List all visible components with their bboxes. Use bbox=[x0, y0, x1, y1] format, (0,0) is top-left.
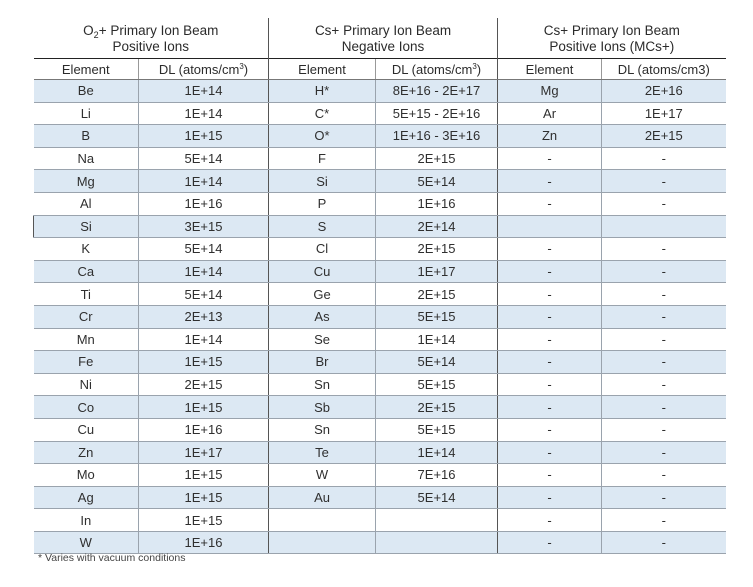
cell-element-cs-pos: - bbox=[498, 418, 602, 441]
cell-element-cs-pos: - bbox=[498, 192, 602, 215]
table-row bbox=[34, 238, 726, 261]
cell-element-o2: B bbox=[34, 125, 139, 148]
cell-dl-cs-neg: 1E+16 - 3E+16 bbox=[376, 125, 498, 148]
cell-element-cs-neg: As bbox=[269, 305, 376, 328]
cell-element-cs-pos: - bbox=[498, 351, 602, 374]
cell-element-o2: Be bbox=[34, 80, 139, 103]
cell-element-o2: Mg bbox=[34, 170, 139, 193]
cell-element-cs-pos: - bbox=[498, 147, 602, 170]
cell-dl-o2: 1E+16 bbox=[139, 418, 269, 441]
col-header-element-2: Element bbox=[269, 59, 376, 80]
table-row bbox=[34, 147, 726, 170]
cell-dl-cs-neg: 5E+15 bbox=[376, 305, 498, 328]
group2-title: Cs+ Primary Ion Beam bbox=[314, 23, 452, 38]
cell-dl-cs-pos: - bbox=[602, 351, 726, 374]
cell-dl-cs-pos bbox=[602, 215, 726, 238]
group-header-row bbox=[34, 18, 726, 59]
cell-element-o2: Cr bbox=[34, 305, 139, 328]
cell-element-o2: Cu bbox=[34, 418, 139, 441]
table-row bbox=[34, 80, 726, 103]
cell-dl-cs-neg: 5E+14 bbox=[376, 351, 498, 374]
cell-element-cs-pos: - bbox=[498, 441, 602, 464]
cell-element-cs-neg: Se bbox=[269, 328, 376, 351]
cell-dl-o2: 5E+14 bbox=[139, 283, 269, 306]
cell-element-cs-neg: S bbox=[269, 215, 376, 238]
cell-dl-cs-neg: 2E+15 bbox=[376, 147, 498, 170]
cell-dl-cs-pos: - bbox=[602, 283, 726, 306]
cell-element-cs-neg: Sn bbox=[269, 373, 376, 396]
cell-dl-cs-pos: - bbox=[602, 396, 726, 419]
cell-element-cs-pos: Mg bbox=[498, 80, 602, 103]
cell-dl-o2: 1E+15 bbox=[139, 464, 269, 487]
table-row bbox=[34, 215, 726, 238]
cell-element-cs-pos: - bbox=[498, 170, 602, 193]
column-header-row bbox=[34, 59, 726, 80]
col-header-dl-3: DL (atoms/cm3) bbox=[602, 59, 726, 80]
table-row bbox=[34, 102, 726, 125]
cell-dl-o2: 1E+14 bbox=[139, 80, 269, 103]
cell-dl-cs-neg: 5E+14 bbox=[376, 170, 498, 193]
cell-element-cs-pos: - bbox=[498, 373, 602, 396]
cell-element-cs-pos: - bbox=[498, 531, 602, 554]
table-row bbox=[34, 486, 726, 509]
cell-element-o2: Si bbox=[34, 215, 139, 238]
cell-dl-cs-neg: 1E+17 bbox=[376, 260, 498, 283]
cell-element-cs-neg: Sn bbox=[269, 418, 376, 441]
cell-dl-cs-neg bbox=[376, 531, 498, 554]
table-row bbox=[34, 418, 726, 441]
table-body bbox=[34, 80, 726, 554]
cell-dl-o2: 1E+15 bbox=[139, 486, 269, 509]
group-header-o2-positive bbox=[34, 18, 269, 59]
cell-element-cs-pos: - bbox=[498, 283, 602, 306]
cell-dl-o2: 1E+15 bbox=[139, 351, 269, 374]
cell-dl-cs-neg: 1E+14 bbox=[376, 441, 498, 464]
cell-dl-o2: 5E+14 bbox=[139, 147, 269, 170]
cell-element-cs-neg: Cu bbox=[269, 260, 376, 283]
cell-element-cs-neg: C* bbox=[269, 102, 376, 125]
cell-element-o2: Mn bbox=[34, 328, 139, 351]
cell-element-o2: Ca bbox=[34, 260, 139, 283]
cell-dl-o2: 1E+14 bbox=[139, 260, 269, 283]
table-row bbox=[34, 396, 726, 419]
cell-dl-cs-neg: 2E+15 bbox=[376, 396, 498, 419]
cell-dl-o2: 1E+15 bbox=[139, 396, 269, 419]
group2-subtitle: Negative Ions bbox=[341, 39, 425, 54]
cell-dl-cs-pos: - bbox=[602, 418, 726, 441]
cell-element-cs-pos: - bbox=[498, 305, 602, 328]
cell-dl-cs-neg: 1E+14 bbox=[376, 328, 498, 351]
cell-element-cs-neg: W bbox=[269, 464, 376, 487]
cell-element-o2: W bbox=[34, 531, 139, 554]
group3-subtitle: Positive Ions (MCs+) bbox=[549, 39, 675, 54]
cell-element-cs-pos: Zn bbox=[498, 125, 602, 148]
cell-dl-cs-pos: 1E+17 bbox=[602, 102, 726, 125]
cell-element-cs-pos: - bbox=[498, 260, 602, 283]
cell-dl-cs-neg: 2E+14 bbox=[376, 215, 498, 238]
cell-element-cs-neg: O* bbox=[269, 125, 376, 148]
cell-dl-cs-pos: - bbox=[602, 192, 726, 215]
cell-element-cs-neg: H* bbox=[269, 80, 376, 103]
cell-dl-cs-pos: - bbox=[602, 464, 726, 487]
cell-dl-cs-neg: 5E+15 - 2E+16 bbox=[376, 102, 498, 125]
group-header-cs-negative bbox=[269, 18, 498, 59]
cell-dl-cs-neg: 8E+16 - 2E+17 bbox=[376, 80, 498, 103]
group-header-cs-positive-mcs bbox=[498, 18, 726, 59]
col-header-element-3: Element bbox=[498, 59, 602, 80]
cell-element-cs-neg bbox=[269, 509, 376, 532]
cell-element-cs-neg: F bbox=[269, 147, 376, 170]
cell-dl-o2: 1E+14 bbox=[139, 102, 269, 125]
cell-dl-o2: 1E+17 bbox=[139, 441, 269, 464]
cell-dl-cs-pos: - bbox=[602, 509, 726, 532]
cell-dl-o2: 5E+14 bbox=[139, 238, 269, 261]
cell-dl-cs-pos: - bbox=[602, 531, 726, 554]
cell-element-cs-neg: Si bbox=[269, 170, 376, 193]
cell-element-o2: K bbox=[34, 238, 139, 261]
cell-element-cs-pos: Ar bbox=[498, 102, 602, 125]
cell-dl-cs-neg: 2E+15 bbox=[376, 283, 498, 306]
table-row bbox=[34, 509, 726, 532]
cell-element-o2: Ni bbox=[34, 373, 139, 396]
cell-element-cs-pos: - bbox=[498, 486, 602, 509]
cell-element-o2: Li bbox=[34, 102, 139, 125]
table-row bbox=[34, 531, 726, 554]
cell-element-cs-pos: - bbox=[498, 464, 602, 487]
cell-element-o2: Co bbox=[34, 396, 139, 419]
cell-dl-cs-neg: 7E+16 bbox=[376, 464, 498, 487]
table-row bbox=[34, 328, 726, 351]
cell-dl-cs-neg: 5E+15 bbox=[376, 373, 498, 396]
cell-dl-cs-pos: - bbox=[602, 238, 726, 261]
cell-element-o2: Fe bbox=[34, 351, 139, 374]
group1-title: $O_2+$ Primary Ion Beam bbox=[83, 23, 219, 40]
cell-element-cs-neg: P bbox=[269, 192, 376, 215]
cell-element-cs-pos bbox=[498, 215, 602, 238]
cell-dl-cs-pos: 2E+16 bbox=[602, 80, 726, 103]
cell-element-cs-neg: Cl bbox=[269, 238, 376, 261]
cell-element-cs-neg bbox=[269, 531, 376, 554]
cell-dl-cs-pos: - bbox=[602, 328, 726, 351]
cell-dl-o2: 2E+15 bbox=[139, 373, 269, 396]
cell-dl-cs-pos: - bbox=[602, 486, 726, 509]
table-row bbox=[34, 351, 726, 374]
cell-dl-cs-pos: - bbox=[602, 170, 726, 193]
cell-element-o2: Zn bbox=[34, 441, 139, 464]
cell-dl-cs-pos: - bbox=[602, 147, 726, 170]
cell-element-cs-neg: Te bbox=[269, 441, 376, 464]
cell-dl-o2: 3E+15 bbox=[139, 215, 269, 238]
cell-element-cs-neg: Au bbox=[269, 486, 376, 509]
footnote: * Varies with vacuum conditions bbox=[38, 552, 186, 564]
cell-dl-cs-neg: 5E+14 bbox=[376, 486, 498, 509]
cell-element-cs-pos: - bbox=[498, 238, 602, 261]
cell-dl-cs-neg: 2E+15 bbox=[376, 238, 498, 261]
cell-dl-o2: 1E+16 bbox=[139, 192, 269, 215]
cell-element-cs-pos: - bbox=[498, 509, 602, 532]
table-row bbox=[34, 125, 726, 148]
table-row bbox=[34, 283, 726, 306]
table-row bbox=[34, 305, 726, 328]
group3-title: Cs+ Primary Ion Beam bbox=[543, 23, 680, 38]
cell-dl-o2: 2E+13 bbox=[139, 305, 269, 328]
cell-element-cs-pos: - bbox=[498, 328, 602, 351]
table-row bbox=[34, 464, 726, 487]
table-row bbox=[34, 260, 726, 283]
cell-element-cs-neg: Ge bbox=[269, 283, 376, 306]
cell-dl-cs-pos: - bbox=[602, 441, 726, 464]
table-row bbox=[34, 373, 726, 396]
cell-dl-o2: 1E+16 bbox=[139, 531, 269, 554]
cell-element-o2: Mo bbox=[34, 464, 139, 487]
table-row bbox=[34, 192, 726, 215]
detection-limits-table bbox=[33, 18, 726, 554]
table-row bbox=[34, 170, 726, 193]
cell-element-o2: Al bbox=[34, 192, 139, 215]
group1-subtitle: Positive Ions bbox=[112, 39, 190, 54]
col-header-element-1: Element bbox=[34, 59, 139, 80]
cell-element-cs-neg: Br bbox=[269, 351, 376, 374]
col-header-dl-2: DL $(atoms/cm^3)$ bbox=[376, 59, 498, 80]
cell-dl-cs-neg: 5E+15 bbox=[376, 418, 498, 441]
cell-dl-cs-neg bbox=[376, 509, 498, 532]
cell-dl-cs-pos: 2E+15 bbox=[602, 125, 726, 148]
cell-element-o2: Na bbox=[34, 147, 139, 170]
cell-element-o2: Ag bbox=[34, 486, 139, 509]
detection-limits-table-container bbox=[33, 18, 725, 554]
cell-dl-cs-pos: - bbox=[602, 260, 726, 283]
table-row bbox=[34, 441, 726, 464]
cell-dl-cs-neg: 1E+16 bbox=[376, 192, 498, 215]
cell-dl-o2: 1E+15 bbox=[139, 509, 269, 532]
cell-dl-cs-pos: - bbox=[602, 305, 726, 328]
cell-dl-o2: 1E+14 bbox=[139, 170, 269, 193]
cell-dl-o2: 1E+14 bbox=[139, 328, 269, 351]
cell-element-o2: In bbox=[34, 509, 139, 532]
cell-element-o2: Ti bbox=[34, 283, 139, 306]
cell-element-cs-neg: Sb bbox=[269, 396, 376, 419]
cell-dl-o2: 1E+15 bbox=[139, 125, 269, 148]
cell-dl-cs-pos: - bbox=[602, 373, 726, 396]
cell-element-cs-pos: - bbox=[498, 396, 602, 419]
col-header-dl-1: DL $(atoms/cm^3)$ bbox=[139, 59, 269, 80]
